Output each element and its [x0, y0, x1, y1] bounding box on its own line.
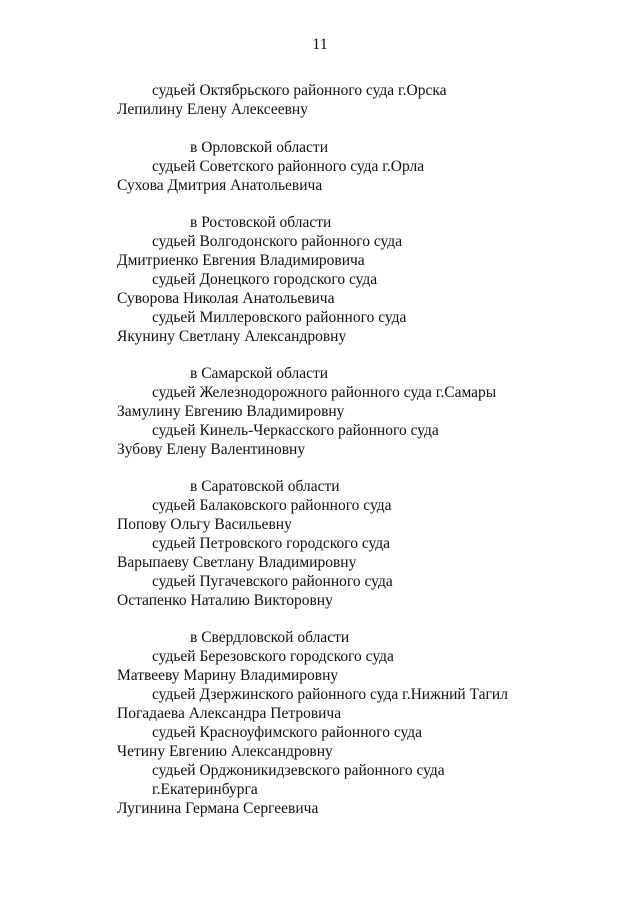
region-heading: в Саратовской области: [190, 478, 340, 495]
court-line: судьей Кинель-Черкасского районного суда: [152, 422, 439, 439]
judge-name: Лепилину Елену Алексеевну: [117, 101, 308, 118]
region-heading: в Свердловской области: [190, 629, 350, 646]
judge-name: Лугинина Германа Сергеевича: [117, 800, 319, 817]
court-line: судьей Волгодонского районного суда: [152, 233, 403, 250]
judge-name: Замулину Евгению Владимировну: [117, 403, 345, 420]
judge-name: Сухова Дмитрия Анатольевича: [117, 177, 323, 194]
court-line: судьей Балаковского районного суда: [152, 497, 392, 514]
judge-name: Зубову Елену Валентиновну: [117, 441, 306, 458]
court-line: судьей Березовского городского суда: [152, 648, 394, 665]
court-line: судьей Дзержинского районного суда г.Нижний Тагил: [152, 686, 508, 703]
judge-name: Погадаева Александра Петровича: [117, 705, 342, 722]
court-line: судьей Пугачевского районного суда: [152, 573, 393, 590]
judge-name: Суворова Николая Анатольевича: [117, 290, 335, 307]
court-line: судьей Советского районного суда г.Орла: [152, 158, 425, 175]
court-line: судьей Орджоникидзевского районного суда: [152, 762, 445, 779]
court-line: судьей Октябрьского районного суда г.Орска: [152, 82, 447, 99]
region-heading: в Орловской области: [190, 139, 329, 156]
judge-name: Матвееву Марину Владимировну: [117, 667, 339, 684]
judge-name: Варыпаеву Светлану Владимировну: [117, 554, 357, 571]
court-line-continuation: г.Екатеринбурга: [152, 781, 258, 798]
court-line: судьей Железнодорожного районного суда г.Самары: [152, 384, 497, 401]
judge-name: Остапенко Наталию Викторовну: [117, 592, 333, 609]
region-heading: в Самарской области: [190, 365, 329, 382]
judge-name: Якунину Светлану Александровну: [117, 328, 347, 345]
judge-name: Дмитриенко Евгения Владимировича: [117, 252, 365, 269]
court-line: судьей Красноуфимского районного суда: [152, 724, 423, 741]
judge-name: Четину Евгению Александровну: [117, 743, 333, 760]
court-line: судьей Донецкого городского суда: [152, 271, 378, 288]
court-line: судьей Миллеровского районного суда: [152, 309, 407, 326]
page-number: 11: [312, 36, 328, 53]
judge-name: Попову Ольгу Васильевну: [117, 516, 292, 533]
court-line: судьей Петровского городского суда: [152, 535, 391, 552]
region-heading: в Ростовской области: [190, 214, 332, 231]
